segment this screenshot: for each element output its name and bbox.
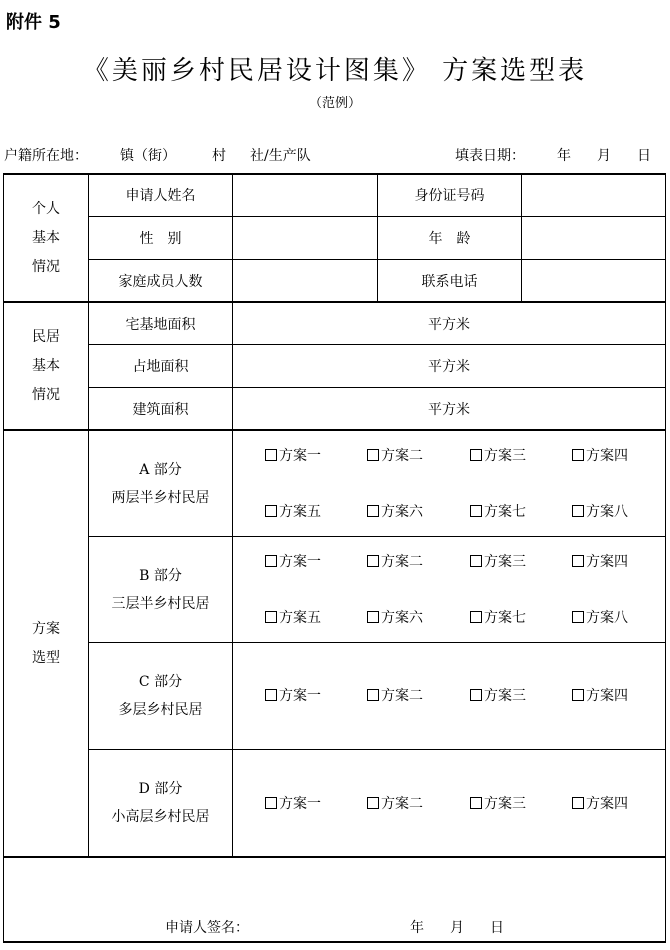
plan-option[interactable] <box>470 445 526 465</box>
plan-option-label: 方案七 <box>484 504 526 520</box>
plan-option[interactable] <box>572 445 628 465</box>
checkbox[interactable] <box>470 555 482 567</box>
plan-option[interactable] <box>265 607 321 627</box>
gender-field[interactable] <box>233 217 377 259</box>
checkbox[interactable] <box>367 797 379 809</box>
checkbox[interactable] <box>367 689 379 701</box>
plan-option-label: 方案八 <box>586 610 628 626</box>
plan-option[interactable] <box>470 685 526 705</box>
plan-option[interactable] <box>470 607 526 627</box>
attachment-label: 附件 5 <box>6 12 61 33</box>
plan-option[interactable] <box>367 501 423 521</box>
plan-selection-section: 方案 选型 <box>32 620 60 666</box>
signature-month: 月 <box>450 920 464 936</box>
plan-option[interactable] <box>265 501 321 521</box>
checkbox[interactable] <box>470 797 482 809</box>
signature-year: 年 <box>410 920 424 936</box>
plan-option-label: 方案一 <box>279 554 321 570</box>
age-label: 年 龄 <box>428 231 471 247</box>
part-c-label: C 部分 多层乡村民居 <box>118 674 203 718</box>
page-subtitle: （范例） <box>308 96 361 111</box>
plan-option-label: 方案四 <box>586 554 628 570</box>
signature-day: 日 <box>490 920 504 936</box>
plan-option-label: 方案二 <box>381 688 423 704</box>
plan-option[interactable] <box>572 551 628 571</box>
checkbox[interactable] <box>572 555 584 567</box>
plan-option[interactable] <box>265 685 321 705</box>
plan-option[interactable] <box>572 793 628 813</box>
plan-option[interactable] <box>367 685 423 705</box>
part-a-label: A 部分 两层半乡村民居 <box>111 461 210 506</box>
plan-option[interactable] <box>470 793 526 813</box>
checkbox[interactable] <box>265 689 277 701</box>
checkbox[interactable] <box>367 505 379 517</box>
checkbox[interactable] <box>572 505 584 517</box>
land-area-field[interactable] <box>233 345 665 387</box>
plan-option-label: 方案一 <box>279 448 321 464</box>
id-number-label: 身份证号码 <box>414 188 485 204</box>
plan-option[interactable] <box>367 793 423 813</box>
checkbox[interactable] <box>367 449 379 461</box>
plan-option-label: 方案六 <box>381 610 423 626</box>
plan-option-label: 方案二 <box>381 448 423 464</box>
date-label: 填表日期： <box>455 148 525 164</box>
age-field[interactable] <box>522 217 665 259</box>
checkbox[interactable] <box>572 611 584 623</box>
checkbox[interactable] <box>265 505 277 517</box>
applicant-name-label: 申请人姓名 <box>125 188 196 204</box>
town-label: 镇（街） <box>120 148 176 164</box>
homestead-area-unit: 平方米 <box>428 316 470 333</box>
checkbox[interactable] <box>572 797 584 809</box>
checkbox[interactable] <box>572 689 584 701</box>
homestead-area-label: 宅基地面积 <box>125 316 196 333</box>
checkbox[interactable] <box>265 611 277 623</box>
building-area-label: 建筑面积 <box>132 401 189 418</box>
plan-option-label: 方案二 <box>381 554 423 570</box>
id-number-field[interactable] <box>522 174 665 216</box>
checkbox[interactable] <box>265 449 277 461</box>
plan-option[interactable] <box>470 551 526 571</box>
plan-option-label: 方案三 <box>484 688 526 704</box>
phone-label: 联系电话 <box>421 273 478 290</box>
plan-option[interactable] <box>265 551 321 571</box>
date-month: 月 <box>597 148 611 164</box>
part-b-label: B 部分 三层半乡村民居 <box>111 567 210 612</box>
plan-option[interactable] <box>470 501 526 521</box>
checkbox[interactable] <box>367 611 379 623</box>
plan-option[interactable] <box>572 501 628 521</box>
date-day: 日 <box>637 148 651 164</box>
plan-option[interactable] <box>265 445 321 465</box>
plan-option-label: 方案四 <box>586 448 628 464</box>
plan-option-label: 方案一 <box>279 688 321 704</box>
page-title: 《美丽乡村民居设计图集》 方案选型表 <box>82 56 588 86</box>
plan-option[interactable] <box>367 445 423 465</box>
phone-field[interactable] <box>522 260 665 301</box>
plan-option-label: 方案四 <box>586 796 628 812</box>
plan-option-label: 方案二 <box>381 796 423 812</box>
plan-option-label: 方案一 <box>279 796 321 812</box>
signature-label: 申请人签名： <box>165 920 249 936</box>
plan-option-label: 方案三 <box>484 448 526 464</box>
homestead-area-field[interactable] <box>233 303 665 344</box>
checkbox[interactable] <box>265 797 277 809</box>
plan-option-label: 方案四 <box>586 688 628 704</box>
checkbox[interactable] <box>265 555 277 567</box>
plan-option[interactable] <box>572 685 628 705</box>
team-label: 社/生产队 <box>250 148 311 164</box>
land-area-unit: 平方米 <box>428 359 470 375</box>
location-label: 户籍所在地： <box>4 148 88 164</box>
plan-option-label: 方案六 <box>381 504 423 520</box>
checkbox[interactable] <box>470 505 482 517</box>
plan-option-label: 方案五 <box>279 504 321 520</box>
checkbox[interactable] <box>470 449 482 461</box>
plan-option[interactable] <box>572 607 628 627</box>
gender-label: 性 别 <box>139 231 182 247</box>
plan-option-label: 方案三 <box>484 554 526 570</box>
plan-option-label: 方案三 <box>484 796 526 812</box>
building-area-unit: 平方米 <box>428 401 470 418</box>
part-d-label: D 部分 小高层乡村民居 <box>111 781 210 825</box>
checkbox[interactable] <box>470 689 482 701</box>
date-year: 年 <box>557 148 571 164</box>
building-area-field[interactable] <box>233 388 665 429</box>
plan-option-label: 方案七 <box>484 610 526 626</box>
plan-option[interactable] <box>265 793 321 813</box>
plan-option-label: 方案五 <box>279 610 321 626</box>
applicant-name-field[interactable] <box>233 174 377 216</box>
plan-option-label: 方案八 <box>586 504 628 520</box>
checkbox[interactable] <box>367 555 379 567</box>
family-count-label: 家庭成员人数 <box>118 273 203 290</box>
checkbox[interactable] <box>572 449 584 461</box>
plan-option[interactable] <box>367 551 423 571</box>
land-area-label: 占地面积 <box>132 359 189 375</box>
village-label: 村 <box>212 148 226 164</box>
family-count-field[interactable] <box>233 260 377 301</box>
personal-info-section: 个人 基本 情况 <box>32 200 60 275</box>
checkbox[interactable] <box>470 611 482 623</box>
plan-option[interactable] <box>367 607 423 627</box>
house-info-section: 民居 基本 情况 <box>32 328 60 403</box>
